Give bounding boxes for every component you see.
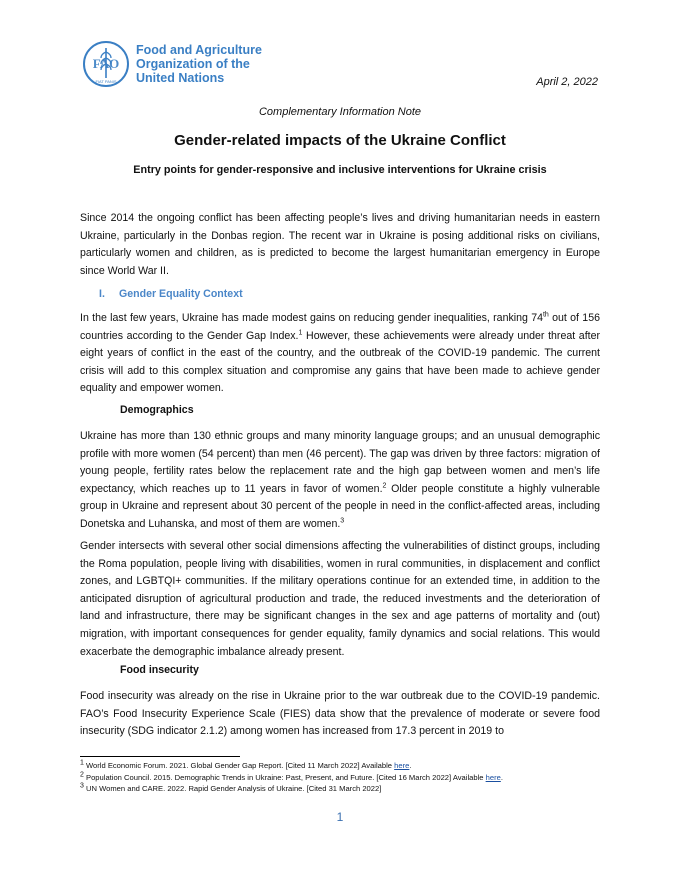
section-number: I.	[99, 288, 105, 300]
org-line-3: United Nations	[136, 71, 225, 85]
fao-emblem-icon	[82, 40, 130, 88]
document-date: April 2, 2022	[536, 76, 598, 88]
footnote-ref-3[interactable]: 3	[340, 517, 345, 525]
footnote-1-link[interactable]: here	[394, 761, 410, 770]
demographics-paragraph-1: Ukraine has more than 130 ethnic groups and many minority language groups; and an unusual demographic profile with more women (54 percent) than men (46 percent). The gap was driven by three factors: migration of young people, fertility rates below the replacement rate and the high gap between women and men’s life expectancy, which reaches up to 11 years in favor of women.$^2$ Older people constitute a highly vulnerable group in Ukraine and represent about 30 percent of the people in need in the conflict-affected areas, including Donetska and Luhanska, and most of them are women.$^3$	[80, 430, 600, 530]
footnote-divider	[80, 756, 240, 757]
demographics-heading: Demographics	[120, 404, 194, 416]
document-subtitle: Entry points for gender-responsive and inclusive interventions for Ukraine crisis	[133, 164, 547, 176]
org-line-2: Organization of the	[136, 57, 250, 71]
food-insecurity-paragraph: Food insecurity was already on the rise in Ukraine prior to the war outbreak due to the COVID-19 pandemic. FAO’s Food Insecurity Experience Scale (FIES) data show that the prevalence of moderate or severe food insecurity (SDG indicator 2.1.2) among women has increased from 17.3 percent in 2019 to	[80, 690, 600, 738]
gender-equality-paragraph: In the last few years, Ukraine has made modest gains on reducing gender inequalities, ranking 74th out of 156 countries according to the Gender Gap Index.$^1$ However, these achievements were already under threat after eight years of conflict in the east of the country, and the outbreak of the COVID-19 pandemic. The current crisis will add to this complex situation and compromise any gains that have been made to achieve gender equality and empower women.	[80, 311, 600, 395]
superscript-th: th	[542, 311, 549, 319]
footnote-ref-1[interactable]: 1	[298, 329, 303, 337]
document-title: Gender-related impacts of the Ukraine Conflict	[174, 132, 506, 149]
org-line-1: Food and Agriculture	[136, 43, 262, 57]
logo-text: FAO	[92, 56, 120, 71]
footnote-ref-2[interactable]: 2	[382, 482, 387, 490]
org-name	[136, 43, 262, 85]
footnote-2-link[interactable]: here	[485, 772, 501, 782]
logo-motto: FIAT PANIS	[95, 79, 117, 84]
demographics-paragraph-2: Gender intersects with several other social dimensions affecting the vulnerabilities of distinct groups, including the Roma population, people living with disabilities, women in rural communities, in displacement and conflict zones, and LGBTQI+ communities. If the military operations continue for an extended time, in addition to the anticipated disruption of agricultural production and trade, the reduced investments and the deterioration of land and infrastructure, there may be significant changes in the sex and age patterns of mortality and (out) migration, with important consequences for gender equality, family dynamics and social relations. This would exacerbate the demographic imbalance already present.	[80, 540, 600, 658]
note-label: Complementary Information Note	[258, 106, 421, 118]
footnote-2: $^2$ Population Council. 2015. Demographic Trends in Ukraine: Past, Present, and Future. [Cited 16 March 2022] Available here.	[80, 770, 503, 782]
footnotes	[80, 760, 620, 795]
footnote-3: $^3$ UN Women and CARE. 2022. Rapid Gender Analysis of Ukraine. [Cited 31 March 2022]	[80, 782, 382, 793]
food-insecurity-heading: Food insecurity	[120, 664, 199, 676]
intro-paragraph: Since 2014 the ongoing conflict has been affecting people’s lives and driving humanitarian needs in eastern Ukraine, particularly in the Donbas region. The recent war in Ukraine is posing additional risks on civilians, particularly women and children, as is predicted to become the largest humanitarian emergency in Europe since World War II.	[80, 212, 600, 277]
section-title: Gender Equality Context	[119, 288, 243, 300]
footnote-1: $^1$ World Economic Forum. 2021. Global Gender Gap Report. [Cited 11 March 2022] Available here.	[80, 759, 412, 770]
section-heading-gender-equality	[99, 288, 243, 300]
page-number: 1	[336, 810, 344, 824]
fao-logo	[82, 40, 262, 88]
